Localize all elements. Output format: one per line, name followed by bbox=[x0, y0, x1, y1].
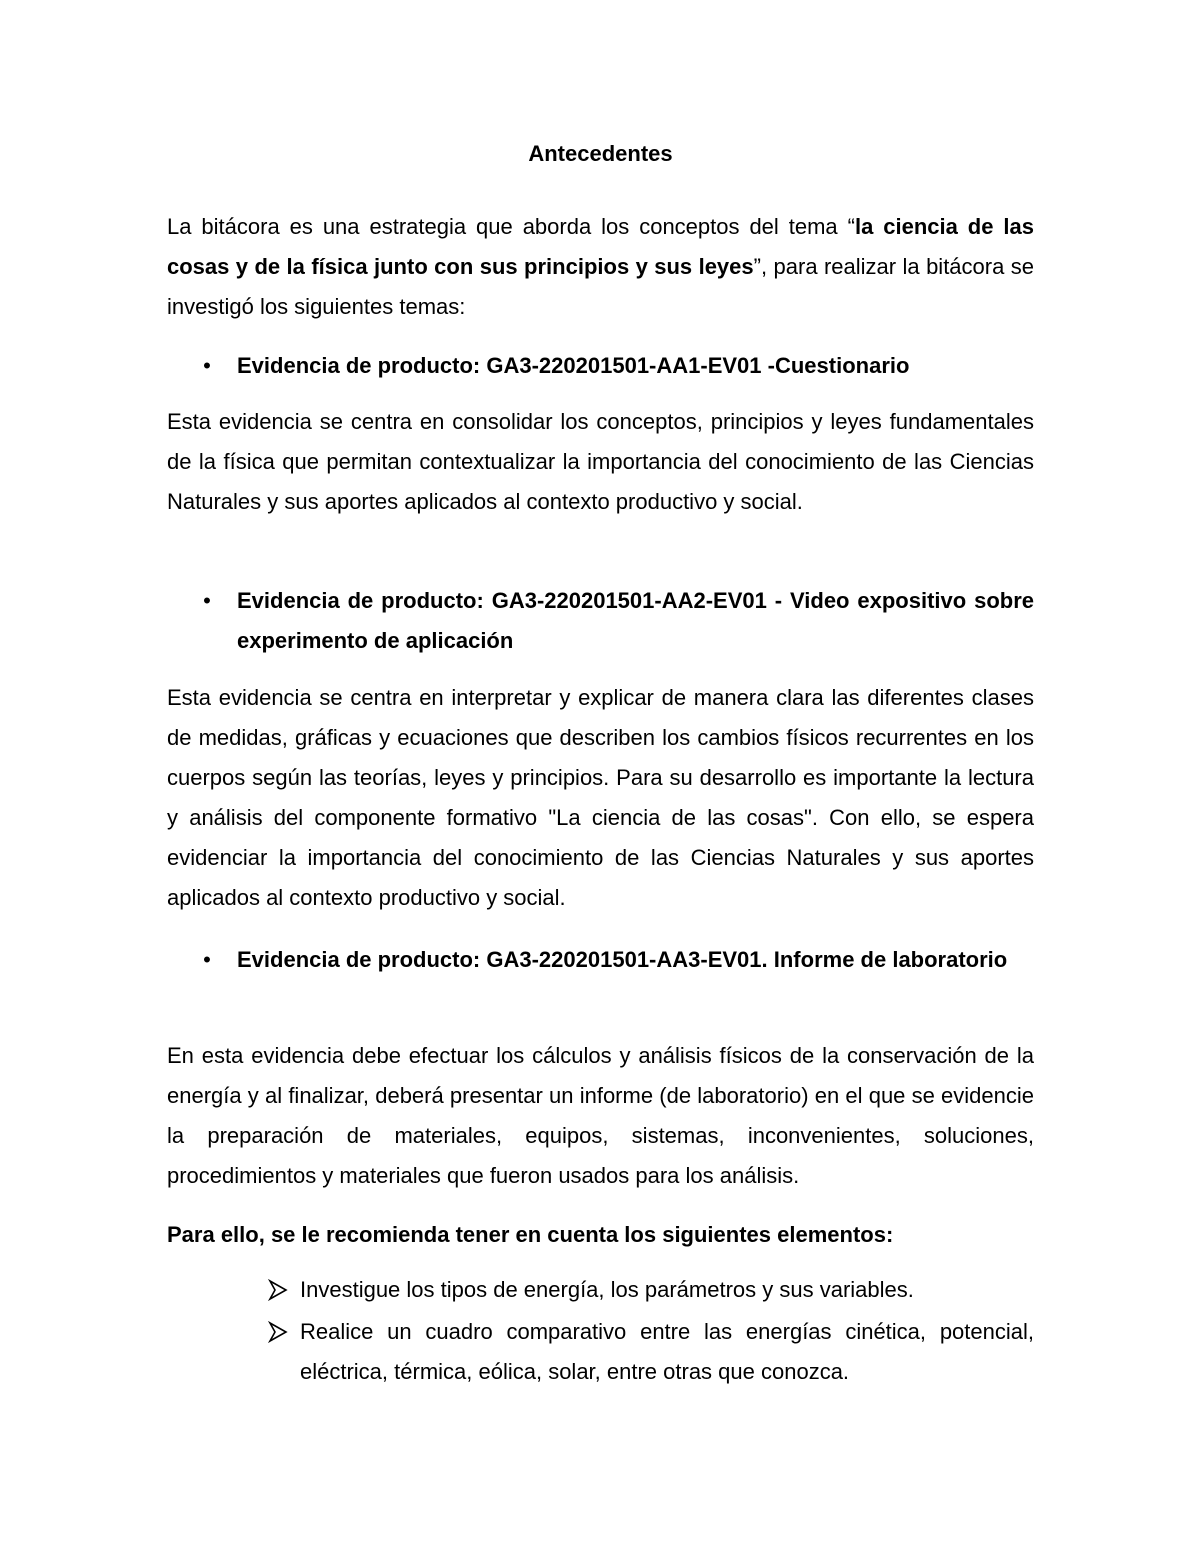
intro-text-bold: la ciencia de las cosas y de la física junto con sus principios y sus leyes bbox=[167, 214, 1035, 279]
evidence-description-3: En esta evidencia debe efectuar los cálculos y análisis físicos de la conservación de la energía y al finalizar, deberá presentar un informe (de laboratorio) en el que se evidencie la preparación de materiales, equipos, sistemas, inconvenientes, soluciones, procedimientos y materiales que fueron usados para los análisis. bbox=[167, 1043, 1034, 1188]
evidence-heading-text: Evidencia de producto: GA3-220201501-AA3-EV01. Informe de laboratorio bbox=[237, 947, 1008, 972]
evidence-heading-text: Evidencia de producto: GA3-220201501-AA2-EV01 - Video expositivo sobre experimento de aplicación bbox=[237, 588, 1034, 653]
evidence-heading-text: Evidencia de producto: GA3-220201501-AA1-EV01 -Cuestionario bbox=[237, 353, 910, 378]
intro-text-start: La bitácora es una estrategia que aborda los conceptos del tema “ bbox=[167, 214, 855, 239]
recommendation-text: Investigue los tipos de energía, los parámetros y sus variables. bbox=[300, 1277, 914, 1302]
evidence-description-1: Esta evidencia se centra en consolidar los conceptos, principios y leyes fundamentales de la física que permitan contextualizar la importancia del conocimiento de las Ciencias Naturales y sus aportes aplicados al contexto productivo y social. bbox=[167, 409, 1034, 514]
arrow-bullet-icon bbox=[267, 1312, 291, 1352]
document-title: Antecedentes bbox=[528, 141, 673, 166]
bullet-icon: • bbox=[203, 353, 211, 378]
bullet-icon: • bbox=[203, 947, 211, 972]
intro-text-end: ”, para realizar la bitácora se investigó los siguientes temas: bbox=[167, 254, 1035, 319]
intro-paragraph bbox=[167, 207, 1034, 327]
recommendation-text: Realice un cuadro comparativo entre las energías cinética, potencial, eléctrica, térmica, eólica, solar, entre otras que conozca. bbox=[300, 1319, 1034, 1384]
evidence-description-2: Esta evidencia se centra en interpretar y explicar de manera clara las diferentes clases de medidas, gráficas y ecuaciones que describen los cambios físicos recurrentes en los cuerpos según las teorías, leyes y principios. Para su desarrollo es importante la lectura y análisis del componente formativo "La ciencia de las cosas". Con ello, se espera evidenciar la importancia del conocimiento de las Ciencias Naturales y sus aportes aplicados al contexto productivo y social. bbox=[167, 685, 1034, 910]
bullet-icon: • bbox=[203, 588, 211, 613]
arrow-bullet-icon bbox=[267, 1270, 291, 1310]
recommendation-heading: Para ello, se le recomienda tener en cuenta los siguientes elementos: bbox=[167, 1222, 894, 1247]
